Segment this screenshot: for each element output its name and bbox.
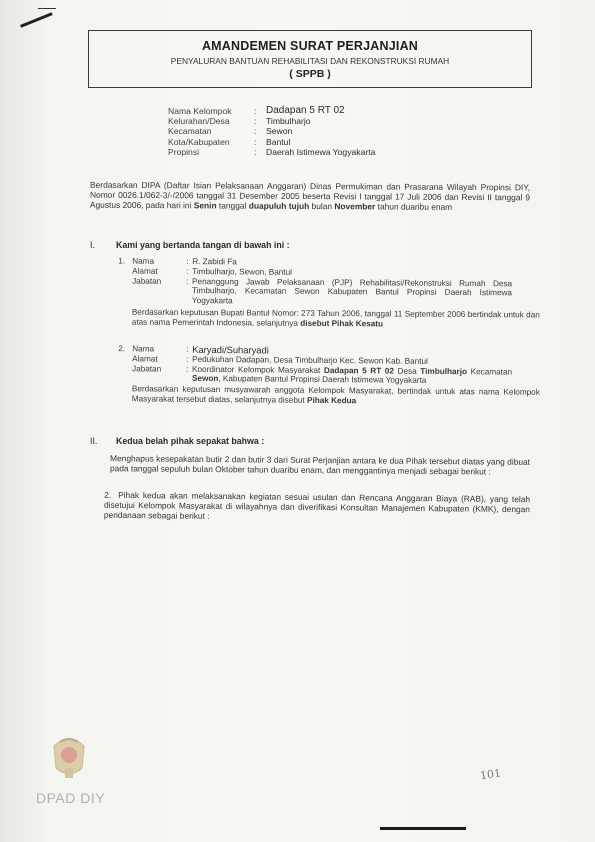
- party-row: [118, 364, 540, 387]
- section-heading: [90, 436, 264, 446]
- party-separator: :: [186, 354, 189, 364]
- intro-text: bulan: [311, 201, 333, 212]
- info-separator: :: [254, 126, 257, 137]
- info-value: Bantul: [266, 136, 291, 147]
- party-label: Nama: [132, 344, 155, 354]
- section2-paragraph: Menghapus kesepakatan butir 2 dan butir 3 dari Surat Perjanjian antara ke dua Pihak tersebut diatas yang dibuat pada tanggal sepuluh bulan Oktober tahun duaribu enam, dan menggantinya menjadi sebagai berikut :: [109, 453, 531, 477]
- position-district: Sewon: [191, 374, 219, 384]
- intro-text: tanggal: [218, 200, 247, 212]
- party-first: [118, 257, 540, 331]
- party-position: [192, 364, 512, 386]
- party-row: [118, 276, 540, 308]
- coat-of-arms-logo: [46, 728, 92, 784]
- party-label: Alamat: [132, 266, 158, 276]
- position-village: Timbulharjo: [420, 366, 468, 376]
- party-basis: [132, 308, 540, 330]
- intro-text: Berdasarkan DIPA (Daftar Isian Pelaksanaan Anggaran) Dinas Permukiman dan Prasarana Wilayah Propinsi DIY, Nomor 0026.1/062-3/-/2006 tanggal 31 Desember 2005 beserta Revisi I tanggal 17 Juli 2006 dan Revisi II tanggal 9 Agustus 2006, pada hari ini: [89, 179, 531, 211]
- info-label: Kelurahan/Desa: [168, 116, 230, 127]
- position-text: Desa: [397, 366, 417, 376]
- party-designation: Pihak Kedua: [306, 395, 357, 406]
- info-separator: :: [254, 106, 257, 116]
- party-separator: :: [186, 364, 189, 374]
- party-address: Pedukuhan Dadapan, Desa Timbulharjo Kec. Sewon Kab. Bantul: [192, 354, 428, 366]
- section-number: I.: [90, 240, 95, 250]
- intro-paragraph: [90, 180, 530, 213]
- party-position: Penanggung Jawab Pelaksanaan (PJP) Rehabilitasi/Rekonstruksi Rumah Desa Timbulharjo, Kecamatan Sewon Kabupaten Bantul Propinsi Daerah Istimewa Yogyakarta: [191, 276, 513, 306]
- section-title: Kami yang bertanda tangan di bawah ini :: [116, 240, 290, 250]
- info-separator: :: [254, 136, 257, 147]
- info-row: [168, 137, 375, 147]
- party-label: Jabatan: [132, 276, 162, 286]
- section-title: Kedua belah pihak sepakat bahwa :: [116, 436, 265, 446]
- party-number: 2.: [118, 344, 126, 354]
- info-value: Sewon: [266, 126, 293, 137]
- info-row: [168, 147, 375, 157]
- party-name: R. Zabidi Fa: [192, 257, 237, 267]
- document-code: ( SPPB ): [289, 68, 331, 80]
- party-label: Nama: [132, 256, 155, 266]
- title-box: [88, 30, 532, 88]
- corner-dash: [38, 8, 56, 9]
- party-basis: [132, 384, 540, 407]
- party-designation: disebut Pihak Kesatu: [300, 318, 384, 329]
- info-row: [168, 116, 375, 126]
- corner-mark: [20, 12, 58, 40]
- info-separator: :: [254, 146, 257, 157]
- footer-mark: [380, 827, 466, 830]
- section2-item: [104, 490, 530, 525]
- position-text: , Kabupaten Bantul Propinsi Daerah Istimewa Yogyakarta: [218, 374, 427, 386]
- info-value: Timbulharjo: [266, 116, 311, 127]
- party-separator: :: [186, 266, 189, 276]
- handwritten-page-number: 101: [479, 766, 502, 783]
- intro-date: duapuluh tujuh: [248, 201, 310, 212]
- info-value: Dadapan 5 RT 02: [266, 105, 345, 116]
- info-value: Daerah Istimewa Yogyakarta: [266, 146, 376, 157]
- position-text: Koordinator Kelompok Masyarakat: [192, 364, 321, 375]
- party-label: Jabatan: [132, 363, 162, 374]
- intro-month: November: [334, 201, 376, 212]
- info-row: [168, 126, 375, 136]
- party-basis-text: Berdasarkan keputusan musyawarah anggota Kelompok Masyarakat, bertindak untuk atas nama Kelompok Masyarakat tersebut diatas, selanjutnya disebut: [131, 384, 540, 405]
- section-heading: [90, 240, 290, 250]
- info-row: [168, 106, 375, 116]
- party-number: 1.: [118, 256, 126, 266]
- party-separator: :: [186, 257, 189, 267]
- intro-day: Senin: [193, 200, 217, 211]
- info-label: Propinsi: [168, 146, 200, 157]
- party-separator: :: [186, 276, 189, 286]
- document-subtitle: PENYALURAN BANTUAN REHABILITASI DAN REKONSTRUKSI RUMAH: [170, 56, 450, 66]
- party-basis-text: Berdasarkan keputusan Bupati Bantul Nomor: 273 Tahun 2006, tanggal 11 September 2006 bertindak untuk dan atas nama Pemerintah Indonesia, selanjutnya: [131, 307, 540, 328]
- position-group: Dadapan 5 RT 02: [323, 365, 394, 376]
- party-label: Alamat: [132, 354, 158, 364]
- party-name: Karyadi/Suharyadi: [192, 343, 269, 356]
- party-second: [118, 344, 541, 407]
- section-number: II.: [90, 436, 98, 446]
- item-text: Pihak kedua akan melaksanakan kegiatan sesuai usulan dan Rencana Anggaran Biaya (RAB), yang telah disetujui Kelompok Masyarakat di wilayahnya dan diverifikasi Konsultan Manajemen Kabupaten (KMK), dengan pendanaan sebagai berikut :: [103, 489, 531, 522]
- watermark-text: DPAD DIY: [36, 790, 106, 806]
- party-separator: :: [186, 344, 189, 354]
- info-label: Kota/Kabupaten: [168, 136, 230, 147]
- item-number: 2.: [104, 489, 112, 500]
- party-address: Timbulharjo, Sewon, Bantul: [192, 266, 293, 277]
- info-separator: :: [254, 116, 257, 127]
- info-label: Nama Kelompok: [168, 106, 232, 116]
- group-info: [168, 106, 375, 157]
- info-label: Kecamatan: [168, 126, 212, 137]
- document-title: AMANDEMEN SURAT PERJANJIAN: [201, 39, 419, 53]
- position-text: Kecamatan: [470, 366, 513, 377]
- intro-text: tahun duaribu enam: [377, 201, 453, 213]
